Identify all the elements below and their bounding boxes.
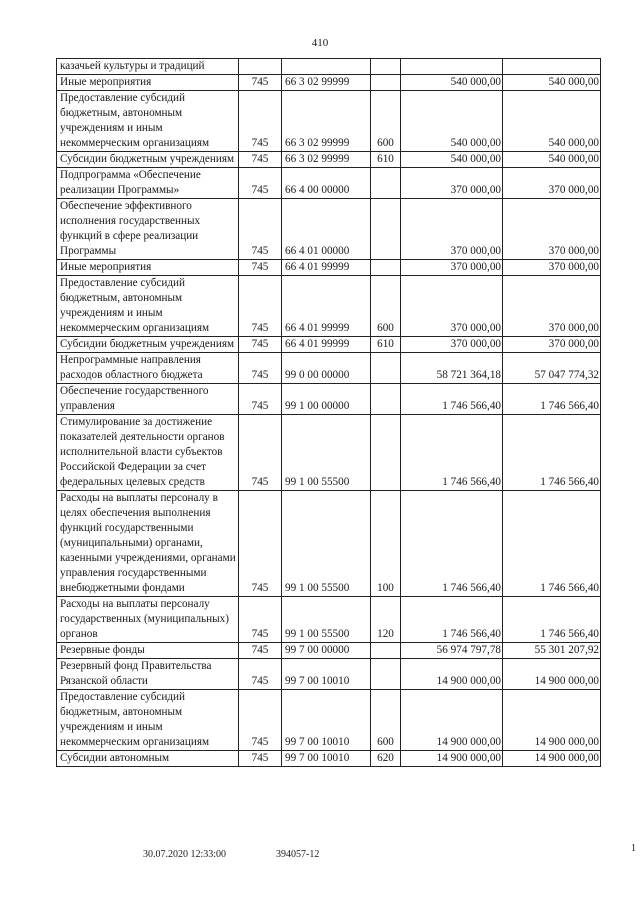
row-vr-cell: 620 (371, 751, 401, 767)
row-name-cell: Непрограммные направления расходов областного бюджета (57, 353, 239, 384)
row-ved-cell: 745 (239, 199, 282, 260)
row-amount-1-cell: 1 746 566,40 (401, 597, 503, 643)
row-amount-2-cell: 370 000,00 (503, 168, 601, 199)
row-amount-1-cell: 1 746 566,40 (401, 491, 503, 597)
row-vr-cell (371, 199, 401, 260)
table-row (57, 75, 601, 91)
row-csr-cell: 66 4 01 99999 (282, 337, 371, 353)
row-csr-cell: 66 3 02 99999 (282, 91, 371, 152)
row-amount-1-cell: 540 000,00 (401, 152, 503, 168)
row-amount-1-cell: 14 900 000,00 (401, 751, 503, 767)
row-csr-cell: 66 4 01 99999 (282, 276, 371, 337)
row-ved-cell: 745 (239, 751, 282, 767)
table-row (57, 690, 601, 751)
row-amount-1-cell: 14 900 000,00 (401, 690, 503, 751)
row-name-cell: Субсидии автономным (57, 751, 239, 767)
table-row (57, 152, 601, 168)
row-csr-cell: 66 3 02 99999 (282, 152, 371, 168)
row-ved-cell: 745 (239, 643, 282, 659)
row-vr-cell (371, 659, 401, 690)
row-vr-cell: 600 (371, 276, 401, 337)
row-name-cell: Субсидии бюджетным учреждениям (57, 337, 239, 353)
row-ved-cell: 745 (239, 384, 282, 415)
row-amount-1-cell: 540 000,00 (401, 91, 503, 152)
row-name-cell: казачьей культуры и традиций (57, 59, 239, 75)
row-vr-cell (371, 384, 401, 415)
row-vr-cell (371, 260, 401, 276)
row-name-cell: Расходы на выплаты персоналу в целях обеспечения выполнения функций государственными (муниципальными) органами, казенными учреждениями, органами управления государственными внебюджетными фондами (57, 491, 239, 597)
row-amount-1-cell: 370 000,00 (401, 199, 503, 260)
row-amount-2-cell (503, 59, 601, 75)
row-csr-cell: 66 4 01 00000 (282, 199, 371, 260)
row-ved-cell: 745 (239, 91, 282, 152)
table-row (57, 384, 601, 415)
row-vr-cell (371, 643, 401, 659)
row-name-cell: Иные мероприятия (57, 75, 239, 91)
row-amount-1-cell: 370 000,00 (401, 276, 503, 337)
edge-mark: 1 (631, 843, 636, 854)
row-amount-2-cell: 1 746 566,40 (503, 415, 601, 491)
row-amount-2-cell: 370 000,00 (503, 337, 601, 353)
table-row (57, 415, 601, 491)
row-amount-1-cell: 1 746 566,40 (401, 384, 503, 415)
row-name-cell: Расходы на выплаты персоналу государственных (муниципальных) органов (57, 597, 239, 643)
table-row (57, 260, 601, 276)
row-ved-cell: 745 (239, 168, 282, 199)
row-vr-cell (371, 75, 401, 91)
row-vr-cell (371, 59, 401, 75)
row-ved-cell: 745 (239, 152, 282, 168)
row-ved-cell: 745 (239, 415, 282, 491)
row-amount-1-cell: 370 000,00 (401, 337, 503, 353)
row-amount-2-cell: 14 900 000,00 (503, 751, 601, 767)
row-amount-1-cell: 370 000,00 (401, 168, 503, 199)
row-name-cell: Стимулирование за достижение показателей деятельности органов исполнительной власти субъектов Российской Федерации за счет федеральных целевых средств (57, 415, 239, 491)
row-amount-2-cell: 540 000,00 (503, 91, 601, 152)
row-name-cell: Субсидии бюджетным учреждениям (57, 152, 239, 168)
row-amount-2-cell: 1 746 566,40 (503, 597, 601, 643)
table-row (57, 643, 601, 659)
row-vr-cell (371, 168, 401, 199)
row-name-cell: Резервный фонд Правительства Рязанской области (57, 659, 239, 690)
table-row (57, 199, 601, 260)
row-ved-cell: 745 (239, 690, 282, 751)
row-vr-cell: 600 (371, 91, 401, 152)
row-name-cell: Подпрограмма «Обеспечение реализации Программы» (57, 168, 239, 199)
row-name-cell: Иные мероприятия (57, 260, 239, 276)
row-ved-cell: 745 (239, 337, 282, 353)
page-number: 410 (311, 37, 329, 49)
table-row (57, 491, 601, 597)
row-amount-2-cell: 1 746 566,40 (503, 491, 601, 597)
table-row (57, 337, 601, 353)
row-csr-cell: 99 1 00 55500 (282, 415, 371, 491)
row-ved-cell: 745 (239, 260, 282, 276)
row-csr-cell: 99 1 00 00000 (282, 384, 371, 415)
row-amount-2-cell: 14 900 000,00 (503, 659, 601, 690)
row-amount-2-cell: 14 900 000,00 (503, 690, 601, 751)
row-amount-1-cell: 14 900 000,00 (401, 659, 503, 690)
row-csr-cell: 99 7 00 00000 (282, 643, 371, 659)
row-amount-1-cell (401, 59, 503, 75)
table-row (57, 168, 601, 199)
row-amount-2-cell: 370 000,00 (503, 260, 601, 276)
row-csr-cell: 99 1 00 55500 (282, 491, 371, 597)
row-amount-2-cell: 1 746 566,40 (503, 384, 601, 415)
footer-timestamp: 30.07.2020 12:33:00 (143, 849, 227, 860)
row-amount-2-cell: 370 000,00 (503, 199, 601, 260)
row-amount-1-cell: 370 000,00 (401, 260, 503, 276)
row-csr-cell: 99 7 00 10010 (282, 659, 371, 690)
footer-document-id: 394057-12 (276, 849, 320, 860)
row-amount-2-cell: 540 000,00 (503, 75, 601, 91)
table-body (57, 59, 601, 767)
row-ved-cell: 745 (239, 491, 282, 597)
budget-table (56, 58, 601, 767)
row-name-cell: Предоставление субсидий бюджетным, автономным учреждениям и иным некоммерческим организациям (57, 690, 239, 751)
row-vr-cell: 100 (371, 491, 401, 597)
row-csr-cell (282, 59, 371, 75)
row-vr-cell: 120 (371, 597, 401, 643)
row-amount-2-cell: 540 000,00 (503, 152, 601, 168)
row-amount-1-cell: 1 746 566,40 (401, 415, 503, 491)
row-vr-cell: 610 (371, 152, 401, 168)
row-ved-cell: 745 (239, 353, 282, 384)
row-amount-1-cell: 540 000,00 (401, 75, 503, 91)
row-name-cell: Обеспечение государственного управления (57, 384, 239, 415)
row-vr-cell: 610 (371, 337, 401, 353)
row-ved-cell: 745 (239, 659, 282, 690)
row-ved-cell (239, 59, 282, 75)
row-name-cell: Обеспечение эффективного исполнения государственных функций в сфере реализации Программы (57, 199, 239, 260)
row-amount-2-cell: 370 000,00 (503, 276, 601, 337)
table-row (57, 659, 601, 690)
row-amount-1-cell: 58 721 364,18 (401, 353, 503, 384)
row-name-cell: Резервные фонды (57, 643, 239, 659)
table-row (57, 91, 601, 152)
row-ved-cell: 745 (239, 276, 282, 337)
row-csr-cell: 66 4 00 00000 (282, 168, 371, 199)
row-vr-cell (371, 415, 401, 491)
table-row (57, 751, 601, 767)
row-name-cell: Предоставление субсидий бюджетным, автономным учреждениям и иным некоммерческим организациям (57, 91, 239, 152)
row-name-cell: Предоставление субсидий бюджетным, автономным учреждениям и иным некоммерческим организациям (57, 276, 239, 337)
row-ved-cell: 745 (239, 75, 282, 91)
table-row (57, 276, 601, 337)
row-csr-cell: 99 0 00 00000 (282, 353, 371, 384)
row-csr-cell: 99 7 00 10010 (282, 751, 371, 767)
row-csr-cell: 99 7 00 10010 (282, 690, 371, 751)
table-row (57, 59, 601, 75)
row-amount-1-cell: 56 974 797,78 (401, 643, 503, 659)
row-ved-cell: 745 (239, 597, 282, 643)
table-row (57, 597, 601, 643)
row-vr-cell (371, 353, 401, 384)
row-csr-cell: 66 3 02 99999 (282, 75, 371, 91)
row-amount-2-cell: 55 301 207,92 (503, 643, 601, 659)
row-csr-cell: 99 1 00 55500 (282, 597, 371, 643)
row-csr-cell: 66 4 01 99999 (282, 260, 371, 276)
row-amount-2-cell: 57 047 774,32 (503, 353, 601, 384)
row-vr-cell: 600 (371, 690, 401, 751)
table-row (57, 353, 601, 384)
